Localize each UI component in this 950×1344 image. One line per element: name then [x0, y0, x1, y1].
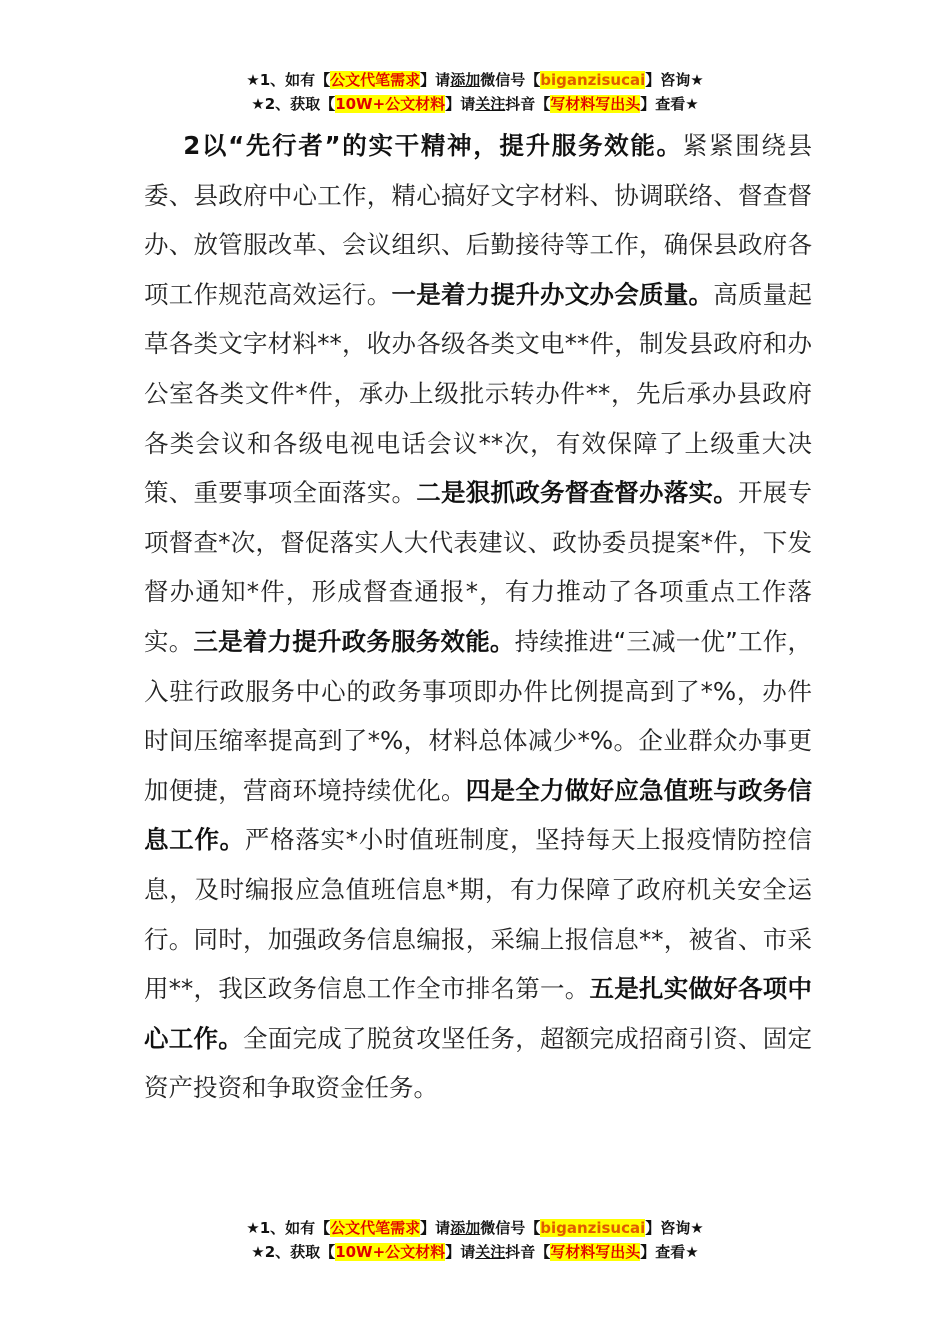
footer-line-1-prefix: ★1、如有【: [246, 1219, 331, 1237]
header-banner: [0, 68, 950, 116]
banner-line-1-suffix: 】咨询★: [645, 71, 704, 89]
banner-line-2: [0, 92, 950, 116]
footer-underlined-add: 添加: [450, 1219, 481, 1237]
banner-line-1-mid: 】请: [420, 71, 451, 89]
banner-line-1: [0, 68, 950, 92]
banner-underlined-add: 添加: [450, 71, 481, 89]
banner-underlined-follow: 关注: [475, 95, 506, 113]
banner-highlight-wechat-id: biganzisucai: [540, 71, 646, 89]
section-2-title: 二是狠抓政务督查督办落实。: [416, 478, 738, 508]
paragraph-intro: 紧紧围绕县委、县政府中心工作，精心搞好文字材料、协调联络、督查督办、放管服改革、会议组织、后勤接待等工作，确保县政府各项工作规范高效运行。: [144, 131, 813, 309]
banner-line-2-prefix: ★2、获取【: [251, 95, 336, 113]
footer-underlined-follow: 关注: [475, 1243, 506, 1261]
footer-banner: [0, 1216, 950, 1264]
footer-line-1-suffix: 】咨询★: [645, 1219, 704, 1237]
footer-highlight-materials: 10W+公文材料: [335, 1243, 446, 1261]
footer-line-1-mid: 】请: [420, 1219, 451, 1237]
section-3-title: 三是着力提升政务服务效能。: [193, 626, 515, 656]
banner-highlight-materials: 10W+公文材料: [335, 95, 446, 113]
footer-line-2: [0, 1240, 950, 1264]
banner-line-2-mid2: 抖音【: [505, 95, 551, 113]
footer-highlight-wechat-id: biganzisucai: [540, 1219, 646, 1237]
section-5-title: 五是扎实做好各项中心工作。: [144, 974, 812, 1053]
section-4-text: 严格落实*小时值班制度，坚持每天上报疫情防控信息，及时编报应急值班信息*期，有力保障了政府机关安全运行。同时，加强政务信息编报，采编上报信息**，被省、市采用**，我区政务信息工作全市排名第一。: [144, 825, 813, 1004]
footer-line-2-prefix: ★2、获取【: [251, 1243, 336, 1261]
banner-line-1-mid2: 微信号【: [480, 71, 541, 89]
banner-line-2-suffix: 】查看★: [640, 95, 699, 113]
section-1-title: 一是着力提升办文办会质量。: [391, 279, 714, 309]
paragraph-heading: 2以“先行者”的实干精神，提升服务效能。: [183, 131, 683, 160]
footer-line-2-mid: 】请: [445, 1243, 476, 1261]
section-1-text: 高质量起草各类文字材料**，收办各级各类文电**件，制发县政府和办公室各类文件*件，承办上级批示转办件**，先后承办县政府各类会议和各级电视电话会议**次，有效保障了上级重大决策、重要事项全面落实。: [144, 279, 812, 508]
section-5-text: 全面完成了脱贫攻坚任务，超额完成招商引资、固定资产投资和争取资金任务。: [144, 1023, 812, 1103]
footer-line-1-mid2: 微信号【: [480, 1219, 541, 1237]
footer-highlight-douyin-account: 写材料写出头: [550, 1243, 641, 1261]
document-paragraph: [144, 121, 812, 1113]
footer-line-2-suffix: 】查看★: [640, 1243, 699, 1261]
footer-line-2-mid2: 抖音【: [505, 1243, 551, 1261]
banner-line-2-mid: 】请: [445, 95, 476, 113]
footer-highlight-writing-service: 公文代笔需求: [330, 1219, 421, 1237]
banner-line-1-prefix: ★1、如有【: [246, 71, 331, 89]
section-3-text: 持续推进“三减一优”工作，入驻行政服务中心的政务事项即办件比例提高到了*%，办件时间压缩率提高到了*%，材料总体减少*%。企业群众办事更加便捷，营商环境持续优化。: [144, 626, 813, 805]
section-2-text: 开展专项督查*次，督促落实人大代表建议、政协委员提案*件，下发督办通知*件，形成督查通报*，有力推动了各项重点工作落实。: [144, 478, 812, 656]
banner-highlight-douyin-account: 写材料写出头: [550, 95, 641, 113]
footer-line-1: [0, 1216, 950, 1240]
banner-highlight-writing-service: 公文代笔需求: [330, 71, 421, 89]
section-4-title: 四是全力做好应急值班与政务信息工作。: [144, 775, 812, 855]
